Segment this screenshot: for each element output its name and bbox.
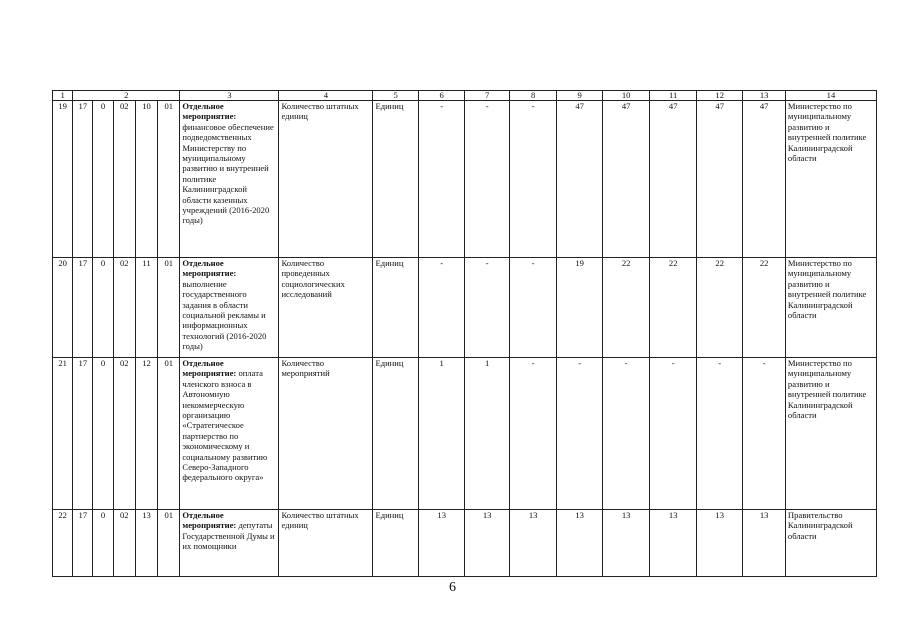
code-cell: 0 (93, 101, 113, 258)
activity-cell (180, 510, 279, 577)
value-cell: 13 (650, 510, 697, 577)
value-cell: 47 (557, 101, 602, 258)
header-cell: 8 (509, 91, 557, 101)
program-table (52, 90, 877, 577)
activity-description: финансовое обеспечение подведомственных Министерству по муниципальному развитию и внутренней политике Калининградской области казенных учреждений (2016-2020 годы) (182, 121, 274, 226)
header-cell: 1 (53, 91, 73, 101)
value-cell: 13 (602, 510, 650, 577)
value-cell: 22 (602, 258, 650, 358)
activity-title: Отдельное мероприятие: (182, 358, 237, 379)
unit-cell: Единиц (373, 101, 418, 258)
value-cell: - (696, 358, 743, 510)
header-cell: 7 (465, 91, 509, 101)
unit-cell: Единиц (373, 510, 418, 577)
value-cell: 22 (696, 258, 743, 358)
header-cell: 5 (373, 91, 418, 101)
indicator-cell: Количество штатных единиц (279, 101, 373, 258)
header-cell: 13 (743, 91, 785, 101)
header-row (53, 91, 877, 101)
activity-description: выполнение государственного задания в области социальной рекламы и информационных технологий (2016-2020 годы) (182, 278, 267, 352)
row-number: 21 (53, 358, 73, 510)
code-cell: 01 (158, 510, 180, 577)
executor-cell: Министерство по муниципальному развитию и внутренней политике Калининградской области (785, 258, 876, 358)
value-cell: 19 (557, 258, 602, 358)
indicator-cell: Количество мероприятий (279, 358, 373, 510)
activity-cell (180, 258, 279, 358)
code-cell: 13 (135, 510, 157, 577)
value-cell: 1 (465, 358, 509, 510)
value-cell: - (465, 258, 509, 358)
value-cell: 13 (557, 510, 602, 577)
value-cell: 47 (650, 101, 697, 258)
value-cell: - (509, 358, 557, 510)
table-row (53, 101, 877, 258)
activity-title: Отдельное мероприятие: (182, 510, 237, 531)
page-number: 6 (449, 580, 456, 595)
row-number: 19 (53, 101, 73, 258)
value-cell: 13 (743, 510, 785, 577)
code-cell: 11 (135, 258, 157, 358)
value-cell: - (465, 101, 509, 258)
code-cell: 01 (158, 258, 180, 358)
value-cell: 13 (418, 510, 465, 577)
table-row (53, 358, 877, 510)
activity-title: Отдельное мероприятие: (182, 258, 237, 279)
code-cell: 02 (113, 101, 135, 258)
header-cell: 11 (650, 91, 697, 101)
value-cell: - (418, 258, 465, 358)
value-cell: 47 (743, 101, 785, 258)
indicator-cell: Количество штатных единиц (279, 510, 373, 577)
value-cell: 47 (602, 101, 650, 258)
executor-cell: Министерство по муниципальному развитию и внутренней политике Калининградской области (785, 101, 876, 258)
code-cell: 17 (73, 358, 93, 510)
code-cell: 02 (113, 258, 135, 358)
header-cell: 14 (785, 91, 876, 101)
value-cell: - (418, 101, 465, 258)
table-row (53, 258, 877, 358)
code-cell: 0 (93, 510, 113, 577)
value-cell: 22 (743, 258, 785, 358)
value-cell: 13 (465, 510, 509, 577)
value-cell: - (743, 358, 785, 510)
row-number: 20 (53, 258, 73, 358)
activity-title: Отдельное мероприятие: (182, 101, 237, 122)
value-cell: 47 (696, 101, 743, 258)
value-cell: 22 (650, 258, 697, 358)
code-cell: 02 (113, 510, 135, 577)
activity-cell (180, 101, 279, 258)
value-cell: - (509, 101, 557, 258)
header-cell: 4 (279, 91, 373, 101)
code-cell: 01 (158, 358, 180, 510)
activity-cell (180, 358, 279, 510)
activity-description: депутаты Государственной Думы и их помощники (182, 520, 275, 552)
row-number: 22 (53, 510, 73, 577)
code-cell: 01 (158, 101, 180, 258)
value-cell: - (509, 258, 557, 358)
value-cell: - (650, 358, 697, 510)
code-cell: 12 (135, 358, 157, 510)
value-cell: 13 (696, 510, 743, 577)
activity-description: оплата членского взноса в Автономную некоммерческую организацию «Стратегическое партнерство по экономическому и социальному развитию Северо-Западного федерального округа» (182, 368, 268, 483)
code-cell: 17 (73, 258, 93, 358)
code-cell: 0 (93, 258, 113, 358)
value-cell: - (602, 358, 650, 510)
code-cell: 0 (93, 358, 113, 510)
code-cell: 10 (135, 101, 157, 258)
unit-cell: Единиц (373, 258, 418, 358)
executor-cell: Правительство Калининградской области (785, 510, 876, 577)
header-cell: 2 (73, 91, 180, 101)
value-cell: - (557, 358, 602, 510)
indicator-cell: Количество проведенных социологических исследований (279, 258, 373, 358)
code-cell: 17 (73, 101, 93, 258)
header-cell: 6 (418, 91, 465, 101)
unit-cell: Единиц (373, 358, 418, 510)
value-cell: 13 (509, 510, 557, 577)
header-cell: 3 (180, 91, 279, 101)
header-cell: 12 (696, 91, 743, 101)
header-cell: 9 (557, 91, 602, 101)
value-cell: 1 (418, 358, 465, 510)
code-cell: 02 (113, 358, 135, 510)
header-cell: 10 (602, 91, 650, 101)
executor-cell: Министерство по муниципальному развитию и внутренней политике Калининградской области (785, 358, 876, 510)
code-cell: 17 (73, 510, 93, 577)
table-row (53, 510, 877, 577)
